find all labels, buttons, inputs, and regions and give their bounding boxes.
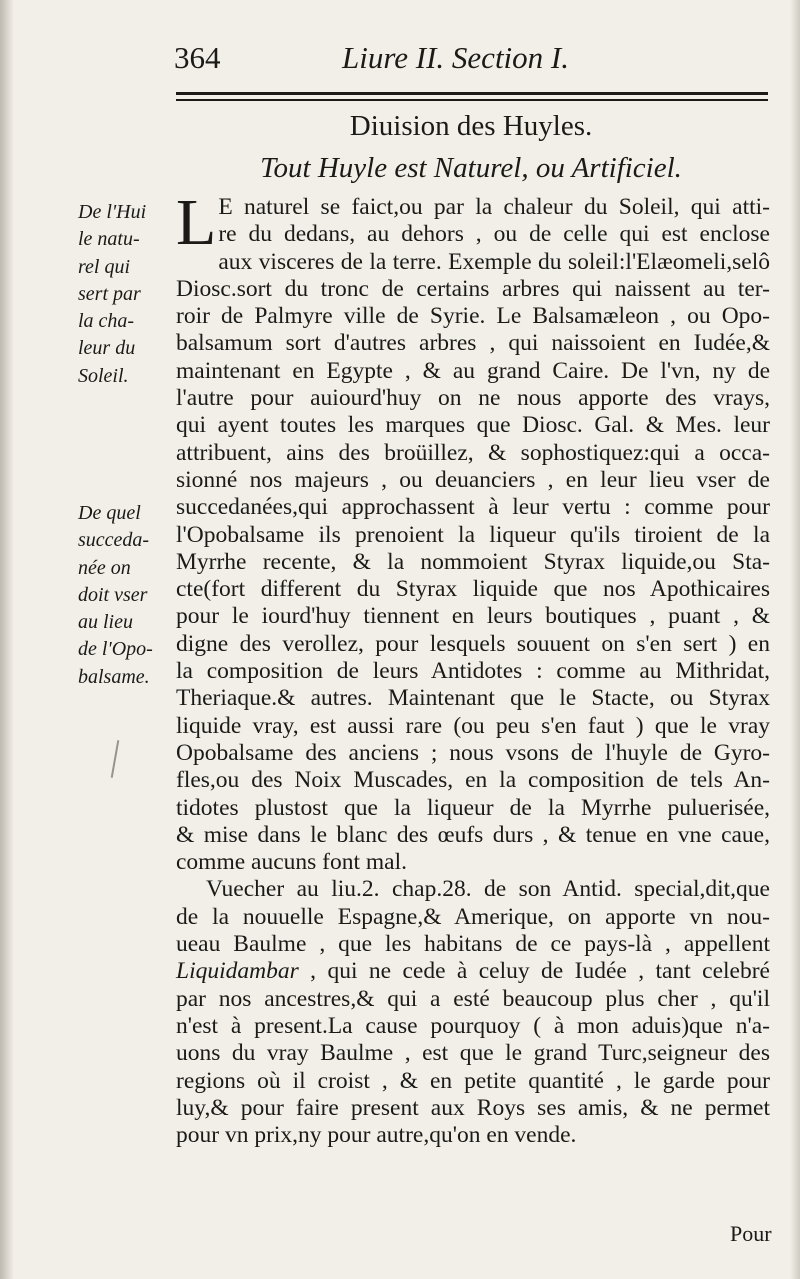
marginal-note-line: balsame. <box>78 665 150 688</box>
text-line: digne des verollez, pour lesquels souuent on s'en sert ) en <box>176 630 770 657</box>
text-line: Theriaque.& autres. Maintenant que le Stacte, ou Styrax <box>176 685 770 712</box>
marginal-note-line: de l'Opo- <box>78 638 153 661</box>
text-line: l'Opobalsame ils prenoient la liqueur qu'ils tiroient de la <box>176 521 770 548</box>
marginal-note-line: De l'Hui <box>78 201 147 223</box>
text-line: ueau Baulme , que les habitans de ce pays-là , appellent <box>176 931 770 958</box>
marginal-note-line: née on <box>78 556 131 579</box>
text-line: Vuecher au liu.2. chap.28. de son Antid. special,dit,que <box>206 876 770 903</box>
italic-term: Liquidambar <box>176 958 299 985</box>
text-line: sionné nos majeurs , ou deuanciers , en leur lieu vser de <box>176 466 770 493</box>
page-gutter-shadow <box>0 0 14 1279</box>
marginal-note-line: rel qui <box>78 255 131 278</box>
text-line: pour vn prix,ny pour autre,qu'on en vende. <box>176 1122 577 1149</box>
text-line: Myrrhe recente, & la nommoient Styrax liquide,ou Sta- <box>176 548 770 575</box>
running-title: Liure II. Section I. <box>342 40 569 75</box>
section-title: Diuision des Huyles. <box>349 110 593 142</box>
text-line: roir de Palmyre ville de Syrie. Le Balsamæleon , ou Opo- <box>176 303 770 330</box>
header-rule-bottom <box>176 99 768 101</box>
page-edge-shadow <box>790 0 800 1279</box>
running-header <box>174 40 764 82</box>
drop-cap: L <box>176 186 217 259</box>
text-line: Diosc.sort du tronc de certains arbres qui naissent au ter- <box>176 275 770 302</box>
marginal-note-line: Soleil. <box>78 364 129 387</box>
text-line: Opobalsame des anciens ; nous vsons de l'huyle de Gyro- <box>176 739 770 766</box>
text-line: re du dedans, au dehors , ou de celle qui est enclose <box>218 221 770 248</box>
text-line: par nos ancestres,& qui a esté beaucoup plus cher , qu'il <box>176 985 770 1012</box>
section-subtitle: Tout Huyle est Naturel, ou Artificiel. <box>260 152 682 184</box>
text-line: & mise dans le blanc des œufs durs , & tenue en vne caue, <box>176 821 770 848</box>
text-line: regions où il croist , & en petite quantité , le garde pour <box>176 1067 770 1094</box>
marginal-note-2 <box>78 500 170 691</box>
text-line: n'est à present.La cause pourquoy ( à mon aduis)que n'a- <box>176 1012 770 1039</box>
text-line: fles,ou des Noix Muscades, en la composition de tels An- <box>176 767 770 794</box>
header-rule-top <box>176 92 768 95</box>
marginal-note-line: De quel <box>78 502 141 524</box>
text-line: liquide vray, est aussi rare (ou peu s'en faut ) que le vray <box>176 712 770 739</box>
marginal-note-line: leur du <box>78 337 136 360</box>
text-line: E naturel se faict,ou par la chaleur du Soleil, qui atti- <box>218 194 770 220</box>
marginal-note-line: le natu- <box>78 228 140 251</box>
text-line: cte(fort different du Styrax liquide que nos Apothicaires <box>176 576 770 603</box>
text-line: balsamum sort d'autres arbres , qui naissoient en Iudée,& <box>176 330 770 357</box>
marginal-note-line: la cha- <box>78 310 135 333</box>
text-line: de la nouuelle Espagne,& Amerique, on apporte vn nou- <box>176 903 770 930</box>
marginal-note-line: sert par <box>78 282 141 305</box>
text-line: la composition de leurs Antidotes : comme au Mithridat, <box>176 658 770 685</box>
text-line: maintenant en Egypte , & au grand Caire. De l'vn, ny de <box>176 357 770 384</box>
text-line: l'autre pour auiourd'huy on ne nous apporte des vrays, <box>176 385 770 412</box>
text-line: Liquidambar , qui ne cede à celuy de Iudée , tant celebré <box>176 958 770 985</box>
text-line: comme aucuns font mal. <box>176 849 408 876</box>
text-line: succedanées,qui approchassent à leur vertu : comme pour <box>176 494 770 521</box>
text-line: pour le iourd'huy tiennent en leurs boutiques , puant , & <box>176 603 770 630</box>
marginal-note-line: doit vser <box>78 583 148 606</box>
text-line: luy,& pour faire present aux Roys ses amis, & ne permet <box>176 1094 770 1121</box>
marginal-note-line: au lieu <box>78 611 133 634</box>
marginal-note-1 <box>78 199 170 390</box>
text-line: qui ayent toutes les marques que Diosc. Gal. & Mes. leur <box>176 412 770 439</box>
text-line: aux visceres de la terre. Exemple du soleil:l'Elæomeli,selô <box>218 248 770 275</box>
ink-mark <box>111 740 120 778</box>
text-line: uons du vray Baulme , est que le grand Turc,seigneur des <box>176 1040 770 1067</box>
body-text <box>176 186 770 1149</box>
text-line: tidotes plustost que la liqueur de la Myrrhe puluerisée, <box>176 794 770 821</box>
catchword: Pour <box>730 1221 772 1246</box>
page-number: 364 <box>174 40 221 75</box>
marginal-note-line: succeda- <box>78 529 150 552</box>
text-line: attribuent, ains des broüillez, & sophostiquez:qui a occa- <box>176 439 770 466</box>
